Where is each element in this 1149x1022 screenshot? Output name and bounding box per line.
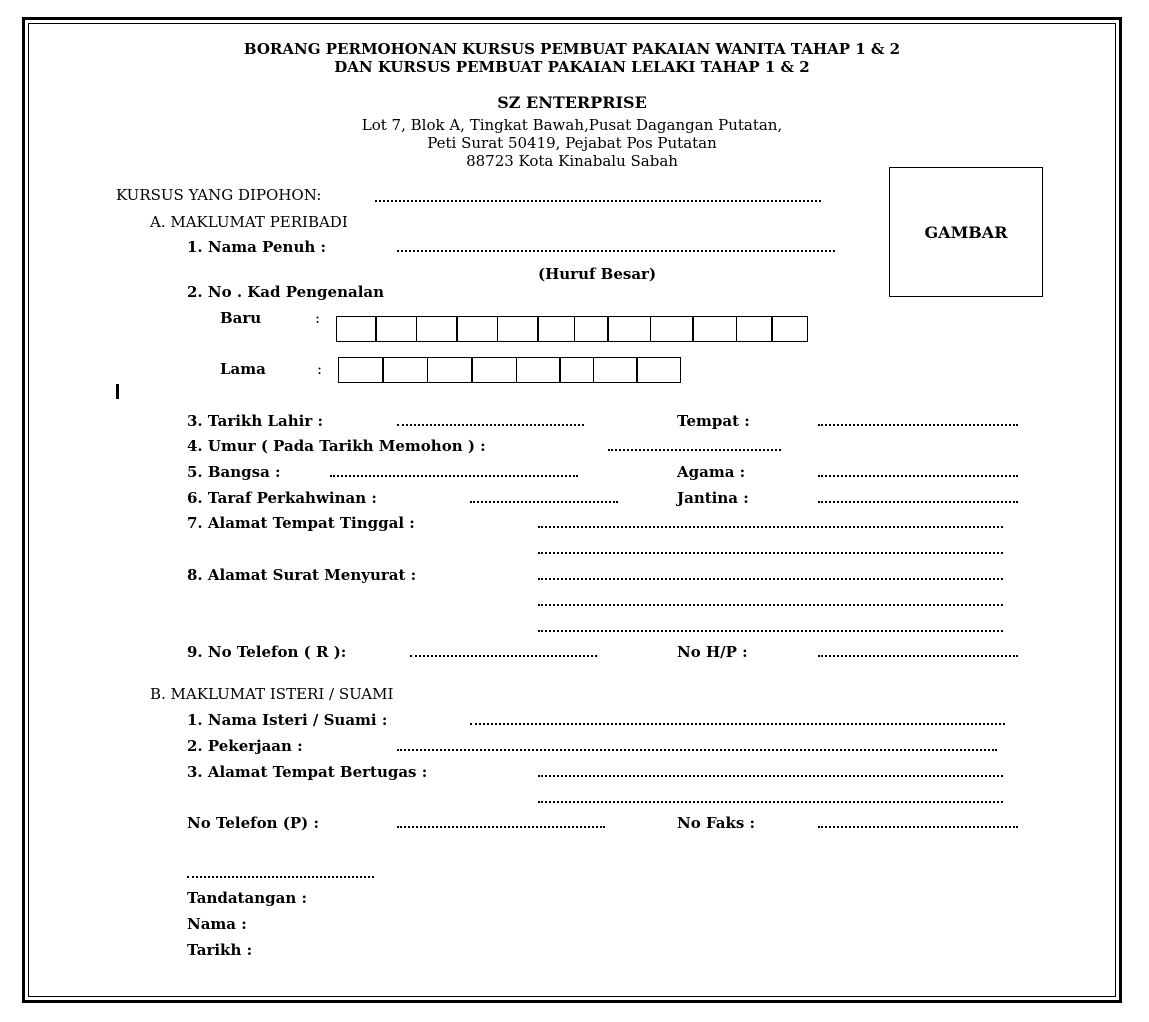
address-line2: Peti Surat 50419, Pejabat Pos Putatan xyxy=(427,134,717,152)
alamat-surat-line3[interactable] xyxy=(538,630,1003,632)
umur-label: 4. Umur ( Pada Tarikh Memohon ) : xyxy=(187,437,486,455)
alamat-tempat-tinggal-label: 7. Alamat Tempat Tinggal : xyxy=(187,514,415,532)
form-title-line2: DAN KURSUS PEMBUAT PAKAIAN LELAKI TAHAP 1 & 2 xyxy=(334,58,810,76)
ic-digit-box[interactable] xyxy=(497,316,539,342)
section-a-title: A. MAKLUMAT PERIBADI xyxy=(150,213,348,231)
tarikh-label: Tarikh : xyxy=(187,941,253,959)
ic-digit-box[interactable] xyxy=(559,357,594,383)
baru-colon: : xyxy=(315,309,321,327)
alamat-surat-label: 8. Alamat Surat Menyurat : xyxy=(187,566,417,584)
kursus-field[interactable] xyxy=(375,200,821,202)
text-cursor xyxy=(116,384,119,399)
ic-digit-box[interactable] xyxy=(736,316,773,342)
alamat-bertugas-label: 3. Alamat Tempat Bertugas : xyxy=(187,763,428,781)
kursus-label: KURSUS YANG DIPOHON: xyxy=(116,186,322,204)
jantina-label: Jantina : xyxy=(677,489,749,507)
baru-label: Baru xyxy=(220,309,262,327)
pekerjaan-field[interactable] xyxy=(397,749,997,751)
ic-digit-box[interactable] xyxy=(574,316,609,342)
ic-digit-box[interactable] xyxy=(771,316,808,342)
no-faks-field[interactable] xyxy=(818,826,1018,828)
nama-pasangan-label: 1. Nama Isteri / Suami : xyxy=(187,711,388,729)
tempat-field[interactable] xyxy=(818,424,1018,426)
taraf-perkahwinan-label: 6. Taraf Perkahwinan : xyxy=(187,489,377,507)
alamat-tinggal-line2[interactable] xyxy=(538,552,1003,554)
taraf-perkahwinan-field[interactable] xyxy=(470,501,618,503)
telefon-p-field[interactable] xyxy=(397,826,605,828)
signature-line[interactable] xyxy=(187,876,374,878)
form-title-line1: BORANG PERMOHONAN KURSUS PEMBUAT PAKAIAN WANITA TAHAP 1 & 2 xyxy=(243,40,901,58)
ic-digit-box[interactable] xyxy=(456,316,498,342)
lama-label: Lama xyxy=(220,360,266,378)
nama-penuh-label: 1. Nama Penuh : xyxy=(187,238,327,256)
ic-digit-box[interactable] xyxy=(650,316,694,342)
address-line1: Lot 7, Blok A, Tingkat Bawah,Pusat Dagangan Putatan, xyxy=(361,116,783,134)
lama-colon: : xyxy=(317,360,323,378)
ic-digit-box[interactable] xyxy=(607,316,651,342)
telefon-r-label: 9. No Telefon ( R ): xyxy=(187,643,347,661)
tempat-label: Tempat : xyxy=(677,412,750,430)
nama-penuh-field[interactable] xyxy=(397,250,835,252)
alamat-bertugas-line2[interactable] xyxy=(538,801,1003,803)
tandatangan-label: Tandatangan : xyxy=(187,889,307,907)
bangsa-label: 5. Bangsa : xyxy=(187,463,281,481)
alamat-surat-line1[interactable] xyxy=(538,578,1003,580)
ic-lama-boxes[interactable] xyxy=(339,357,681,383)
huruf-besar-note: (Huruf Besar) xyxy=(538,265,657,283)
ic-digit-box[interactable] xyxy=(692,316,737,342)
bangsa-field[interactable] xyxy=(330,475,578,477)
alamat-tinggal-line1[interactable] xyxy=(538,526,1003,528)
agama-label: Agama : xyxy=(677,463,746,481)
telefon-p-label: No Telefon (P) : xyxy=(187,814,319,832)
ic-baru-boxes[interactable] xyxy=(337,316,808,342)
umur-field[interactable] xyxy=(608,449,781,451)
telefon-r-field[interactable] xyxy=(410,655,597,657)
ic-digit-box[interactable] xyxy=(427,357,473,383)
pekerjaan-label: 2. Pekerjaan : xyxy=(187,737,303,755)
nama-label: Nama : xyxy=(187,915,247,933)
no-hp-label: No H/P : xyxy=(677,643,748,661)
photo-box-label: GAMBAR xyxy=(924,222,1008,242)
ic-digit-box[interactable] xyxy=(336,316,377,342)
ic-digit-box[interactable] xyxy=(382,357,428,383)
ic-digit-box[interactable] xyxy=(593,357,638,383)
ic-digit-box[interactable] xyxy=(416,316,458,342)
agama-field[interactable] xyxy=(818,475,1018,477)
alamat-surat-line2[interactable] xyxy=(538,604,1003,606)
photo-box[interactable] xyxy=(889,167,1043,297)
ic-digit-box[interactable] xyxy=(537,316,575,342)
alamat-bertugas-line1[interactable] xyxy=(538,775,1003,777)
jantina-field[interactable] xyxy=(818,501,1018,503)
company-name: SZ ENTERPRISE xyxy=(497,93,647,112)
ic-digit-box[interactable] xyxy=(516,357,561,383)
tarikh-lahir-field[interactable] xyxy=(397,424,584,426)
tarikh-lahir-label: 3. Tarikh Lahir : xyxy=(187,412,323,430)
nama-pasangan-field[interactable] xyxy=(470,723,1005,725)
ic-digit-box[interactable] xyxy=(636,357,681,383)
no-faks-label: No Faks : xyxy=(677,814,756,832)
section-b-title: B. MAKLUMAT ISTERI / SUAMI xyxy=(150,685,394,703)
address-line3: 88723 Kota Kinabalu Sabah xyxy=(466,152,678,170)
ic-digit-box[interactable] xyxy=(471,357,517,383)
ic-digit-box[interactable] xyxy=(375,316,417,342)
ic-digit-box[interactable] xyxy=(338,357,384,383)
kad-pengenalan-label: 2. No . Kad Pengenalan xyxy=(187,283,385,301)
no-hp-field[interactable] xyxy=(818,655,1018,657)
